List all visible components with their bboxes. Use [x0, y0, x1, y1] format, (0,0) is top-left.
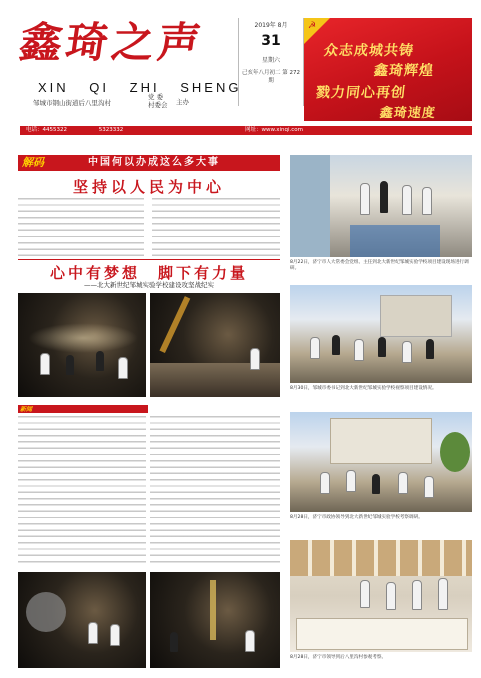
photo-night-site-4 [150, 572, 280, 668]
article1-body-col2 [152, 198, 280, 256]
sponsor-org: 邹城市钢山街道后八里沟村 [33, 99, 111, 107]
issue-lunar-number: 己亥年八月初二 第 272 期 [242, 70, 300, 84]
pinyin-qi: QI [89, 80, 110, 95]
newspaper-title: 鑫琦之声 [16, 18, 208, 67]
official-figure [422, 187, 432, 215]
official-figure [320, 472, 330, 494]
newspaper-pinyin [38, 80, 241, 95]
article2-body-col1 [18, 416, 146, 566]
photo-visit-building [290, 412, 472, 512]
article-divider [18, 259, 280, 260]
banner-line-3: 戮力同心再创 [315, 85, 407, 101]
official-figure [412, 580, 422, 610]
display-case [296, 618, 468, 650]
contact-phone-2: 5323332 [98, 127, 124, 133]
official-figure [424, 476, 434, 498]
sponsor-suffix: 主办 [176, 98, 189, 106]
issue-year-month: 2019年 8月 [254, 22, 288, 29]
official-figure [398, 472, 408, 494]
official-figure [426, 339, 434, 359]
hammer-sickle-icon: ☭ [308, 21, 317, 31]
sponsor-roles [148, 93, 168, 109]
article2-subhead: ——北大新世纪邹城实验学校建设攻坚战纪实 [84, 281, 214, 289]
worker-figure [110, 624, 120, 646]
pinyin-zhi: ZHI [129, 80, 160, 95]
worker-figure [88, 622, 98, 644]
banner-line-1: 众志成城共铸 [323, 43, 415, 59]
official-figure [310, 337, 320, 359]
caption-photo-4: 8月28日，济宁市领导到后八里沟村参观考察。 [290, 655, 387, 660]
official-figure [402, 341, 412, 363]
caption-photo-1: 8月22日，济宁市人大常委会党组、主任到北大新世纪邹城实验学校项目建设现场进行调研。 [290, 260, 469, 271]
sponsor-role-party: 党 委 [148, 93, 164, 101]
excavator-arm [159, 296, 226, 370]
caption-photo-2: 8月30日，邹城市委书记到北大新世纪邹城实验学校视察项目建设情况。 [290, 386, 437, 391]
official-figure [380, 181, 388, 213]
caption-photo-3: 8月28日，济宁市政协领导到北大新世纪邹城实验学校考察调研。 [290, 515, 423, 520]
official-figure [378, 337, 386, 357]
concrete-mixer [26, 592, 66, 632]
worker-figure [170, 632, 178, 652]
official-figure [360, 580, 370, 608]
article2-body-col2 [150, 416, 280, 566]
worker-figure [245, 630, 255, 652]
worker-figure [250, 348, 260, 370]
official-figure [332, 335, 340, 355]
official-figure [360, 183, 370, 215]
photo-visit-campus [290, 285, 472, 383]
photo-night-site-2 [150, 293, 280, 397]
worker-figure [66, 355, 74, 375]
official-figure [372, 474, 380, 494]
worker-figure [96, 351, 104, 371]
banner-line-2: 鑫琦辉煌 [373, 63, 435, 79]
banner-line-4: 鑫琦速度 [379, 106, 437, 121]
slogan-banner [304, 18, 472, 121]
sponsor-role-committee: 村委会 [148, 101, 168, 109]
article2-kicker-bar [18, 405, 148, 413]
official-figure [354, 339, 364, 361]
official-figure [346, 470, 356, 492]
article1-body-col1 [18, 198, 144, 256]
official-figure [438, 578, 448, 610]
worker-figure [118, 357, 128, 379]
contact-bar [20, 126, 472, 135]
official-figure [386, 582, 396, 610]
contact-phone-1: 电话：4455322 [26, 127, 67, 133]
worker-figure [40, 353, 50, 375]
pinyin-xin: XIN [38, 80, 69, 95]
official-figure [402, 185, 412, 215]
article2-kicker-tag: 新闻 [20, 406, 33, 413]
photo-night-site-1 [18, 293, 146, 397]
photo-night-site-3 [18, 572, 146, 668]
article2-headline: 心中有梦想 脚下有力量 [49, 264, 248, 282]
pinyin-sheng: SHENG [180, 80, 242, 95]
issue-date-box [238, 18, 304, 106]
photo-exhibition-hall [290, 540, 472, 652]
issue-weekday: 星期六 [261, 57, 280, 64]
article1-headline: 坚持以人民为中心 [72, 178, 225, 196]
contact-website: 网址：www.xinqi.com [245, 127, 304, 133]
photo-visit-corridor [290, 155, 472, 257]
article1-kicker-tag: 解码 [22, 156, 44, 169]
crane-tower [210, 580, 216, 640]
issue-day: 31 [261, 33, 281, 49]
article1-kicker: 中国何以办成这么多大事 [88, 157, 220, 168]
